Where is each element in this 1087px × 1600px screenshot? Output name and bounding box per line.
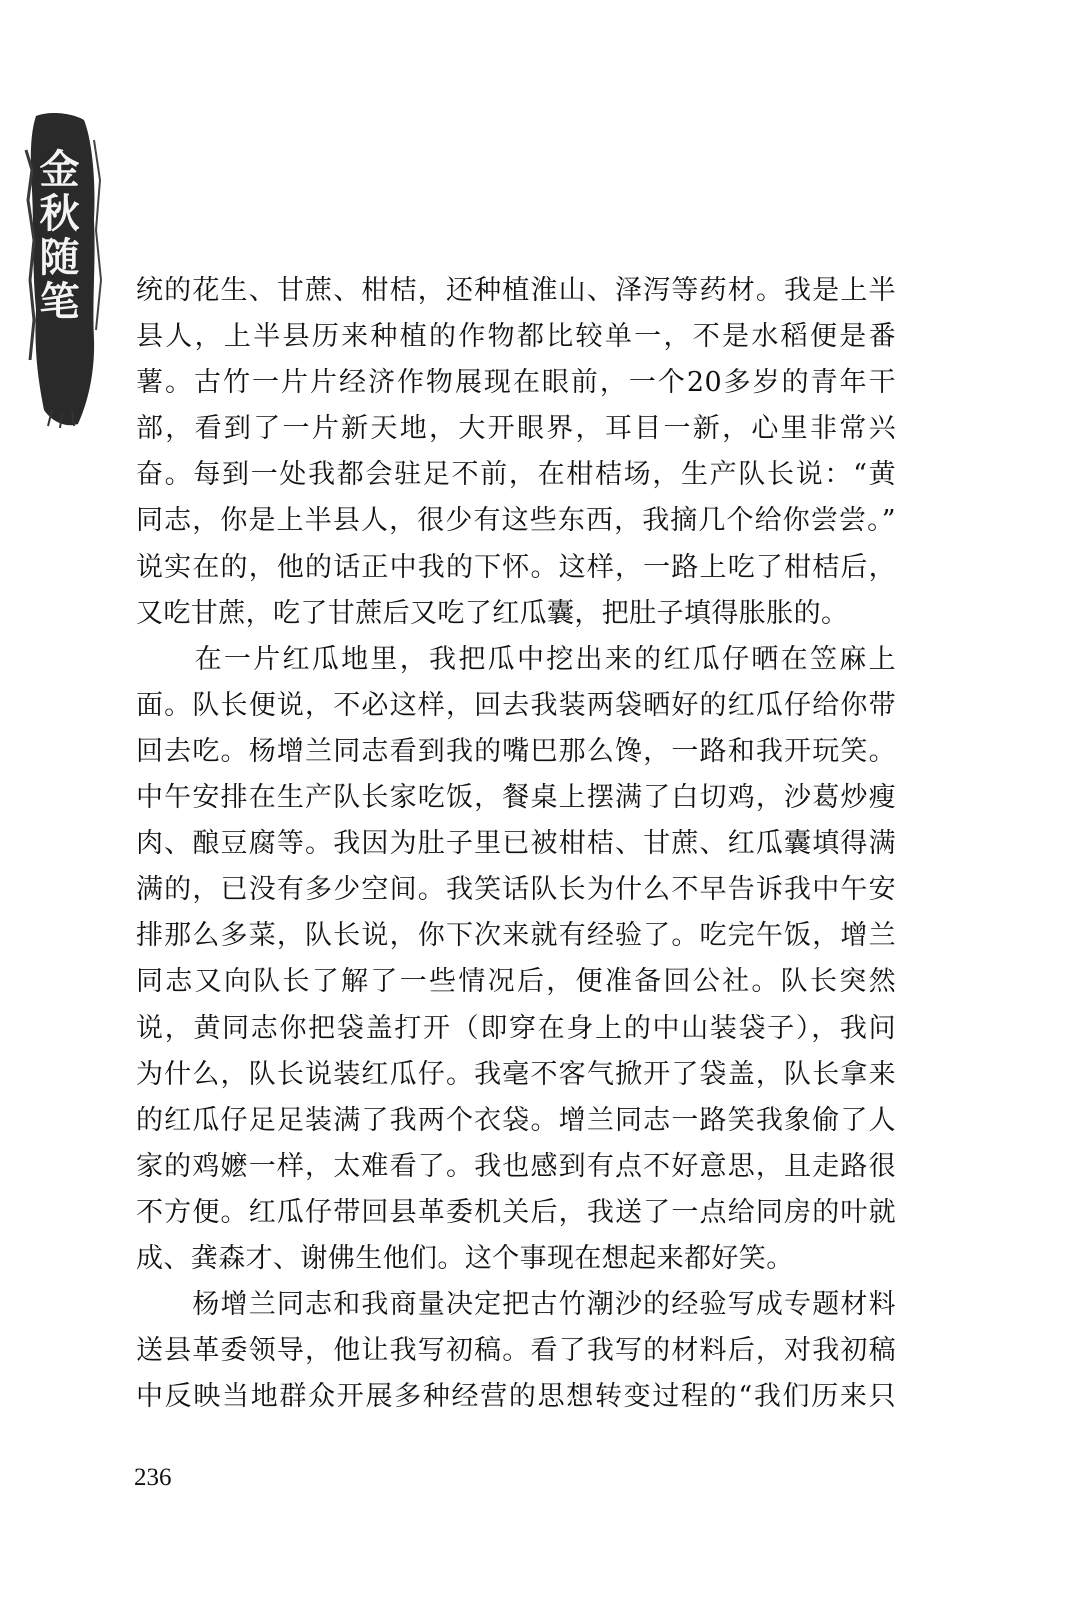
text-line: 成、龚森才、谢佛生他们。这个事现在想起来都好笑。	[136, 1242, 794, 1274]
text-line: 又吃甘蔗，吃了甘蔗后又吃了红瓜囊，把肚子填得胀胀的。	[136, 597, 849, 629]
text-line: 杨增兰同志和我商量决定把古竹潮沙的经验写成专题材料	[136, 1289, 896, 1321]
text-line: 回去吃。杨增兰同志看到我的嘴巴那么馋，一路和我开玩笑。	[136, 735, 896, 767]
text-line: 肉、酿豆腐等。我因为肚子里已被柑桔、甘蔗、红瓜囊填得满	[136, 828, 896, 860]
text-line: 县人，上半县历来种植的作物都比较单一，不是水稻便是番	[136, 321, 896, 353]
page-number: 236	[134, 1464, 172, 1491]
text-line: 满的，已没有多少空间。我笑话队长为什么不早告诉我中午安	[136, 874, 896, 906]
text-line: 中反映当地群众开展多种经营的思想转变过程的“我们历来只	[136, 1381, 896, 1413]
text-line: 排那么多菜，队长说，你下次来就有经验了。吃完午饭，增兰	[136, 920, 896, 952]
text-line: 的红瓜仔足足装满了我两个衣袋。增兰同志一路笑我象偷了人	[136, 1104, 896, 1136]
text-line: 奋。每到一处我都会驻足不前，在柑桔场，生产队长说：“黄	[136, 459, 896, 491]
text-line: 不方便。红瓜仔带回县革委机关后，我送了一点给同房的叶就	[136, 1196, 896, 1228]
body-text	[136, 268, 896, 1420]
text-line: 中午安排在生产队长家吃饭，餐桌上摆满了白切鸡，沙葛炒瘦	[136, 782, 896, 814]
book-title-vertical: 金秋随笔	[33, 148, 80, 324]
text-line: 说实在的，他的话正中我的下怀。这样，一路上吃了柑桔后，	[136, 551, 896, 583]
text-line: 家的鸡嬷一样，太难看了。我也感到有点不好意思，且走路很	[136, 1150, 896, 1182]
text-line: 说，黄同志你把袋盖打开（即穿在身上的中山装袋子），我问	[136, 1012, 896, 1044]
text-line: 同志，你是上半县人，很少有这些东西，我摘几个给你尝尝。”	[136, 505, 896, 537]
text-line: 部，看到了一片新天地，大开眼界，耳目一新，心里非常兴	[136, 413, 896, 445]
text-line: 送县革委领导，他让我写初稿。看了我写的材料后，对我初稿	[136, 1335, 896, 1367]
text-line: 薯。古竹一片片经济作物展现在眼前，一个20多岁的青年干	[136, 367, 896, 399]
text-line: 面。队长便说，不必这样，回去我装两袋晒好的红瓜仔给你带	[136, 689, 896, 721]
text-line: 为什么，队长说装红瓜仔。我毫不客气掀开了袋盖，队长拿来	[136, 1058, 896, 1090]
text-line: 在一片红瓜地里，我把瓜中挖出来的红瓜仔晒在笠麻上	[136, 643, 896, 675]
text-line: 同志又向队长了解了一些情况后，便准备回公社。队长突然	[136, 966, 896, 998]
text-line: 统的花生、甘蔗、柑桔，还种植淮山、泽泻等药材。我是上半	[136, 275, 896, 306]
